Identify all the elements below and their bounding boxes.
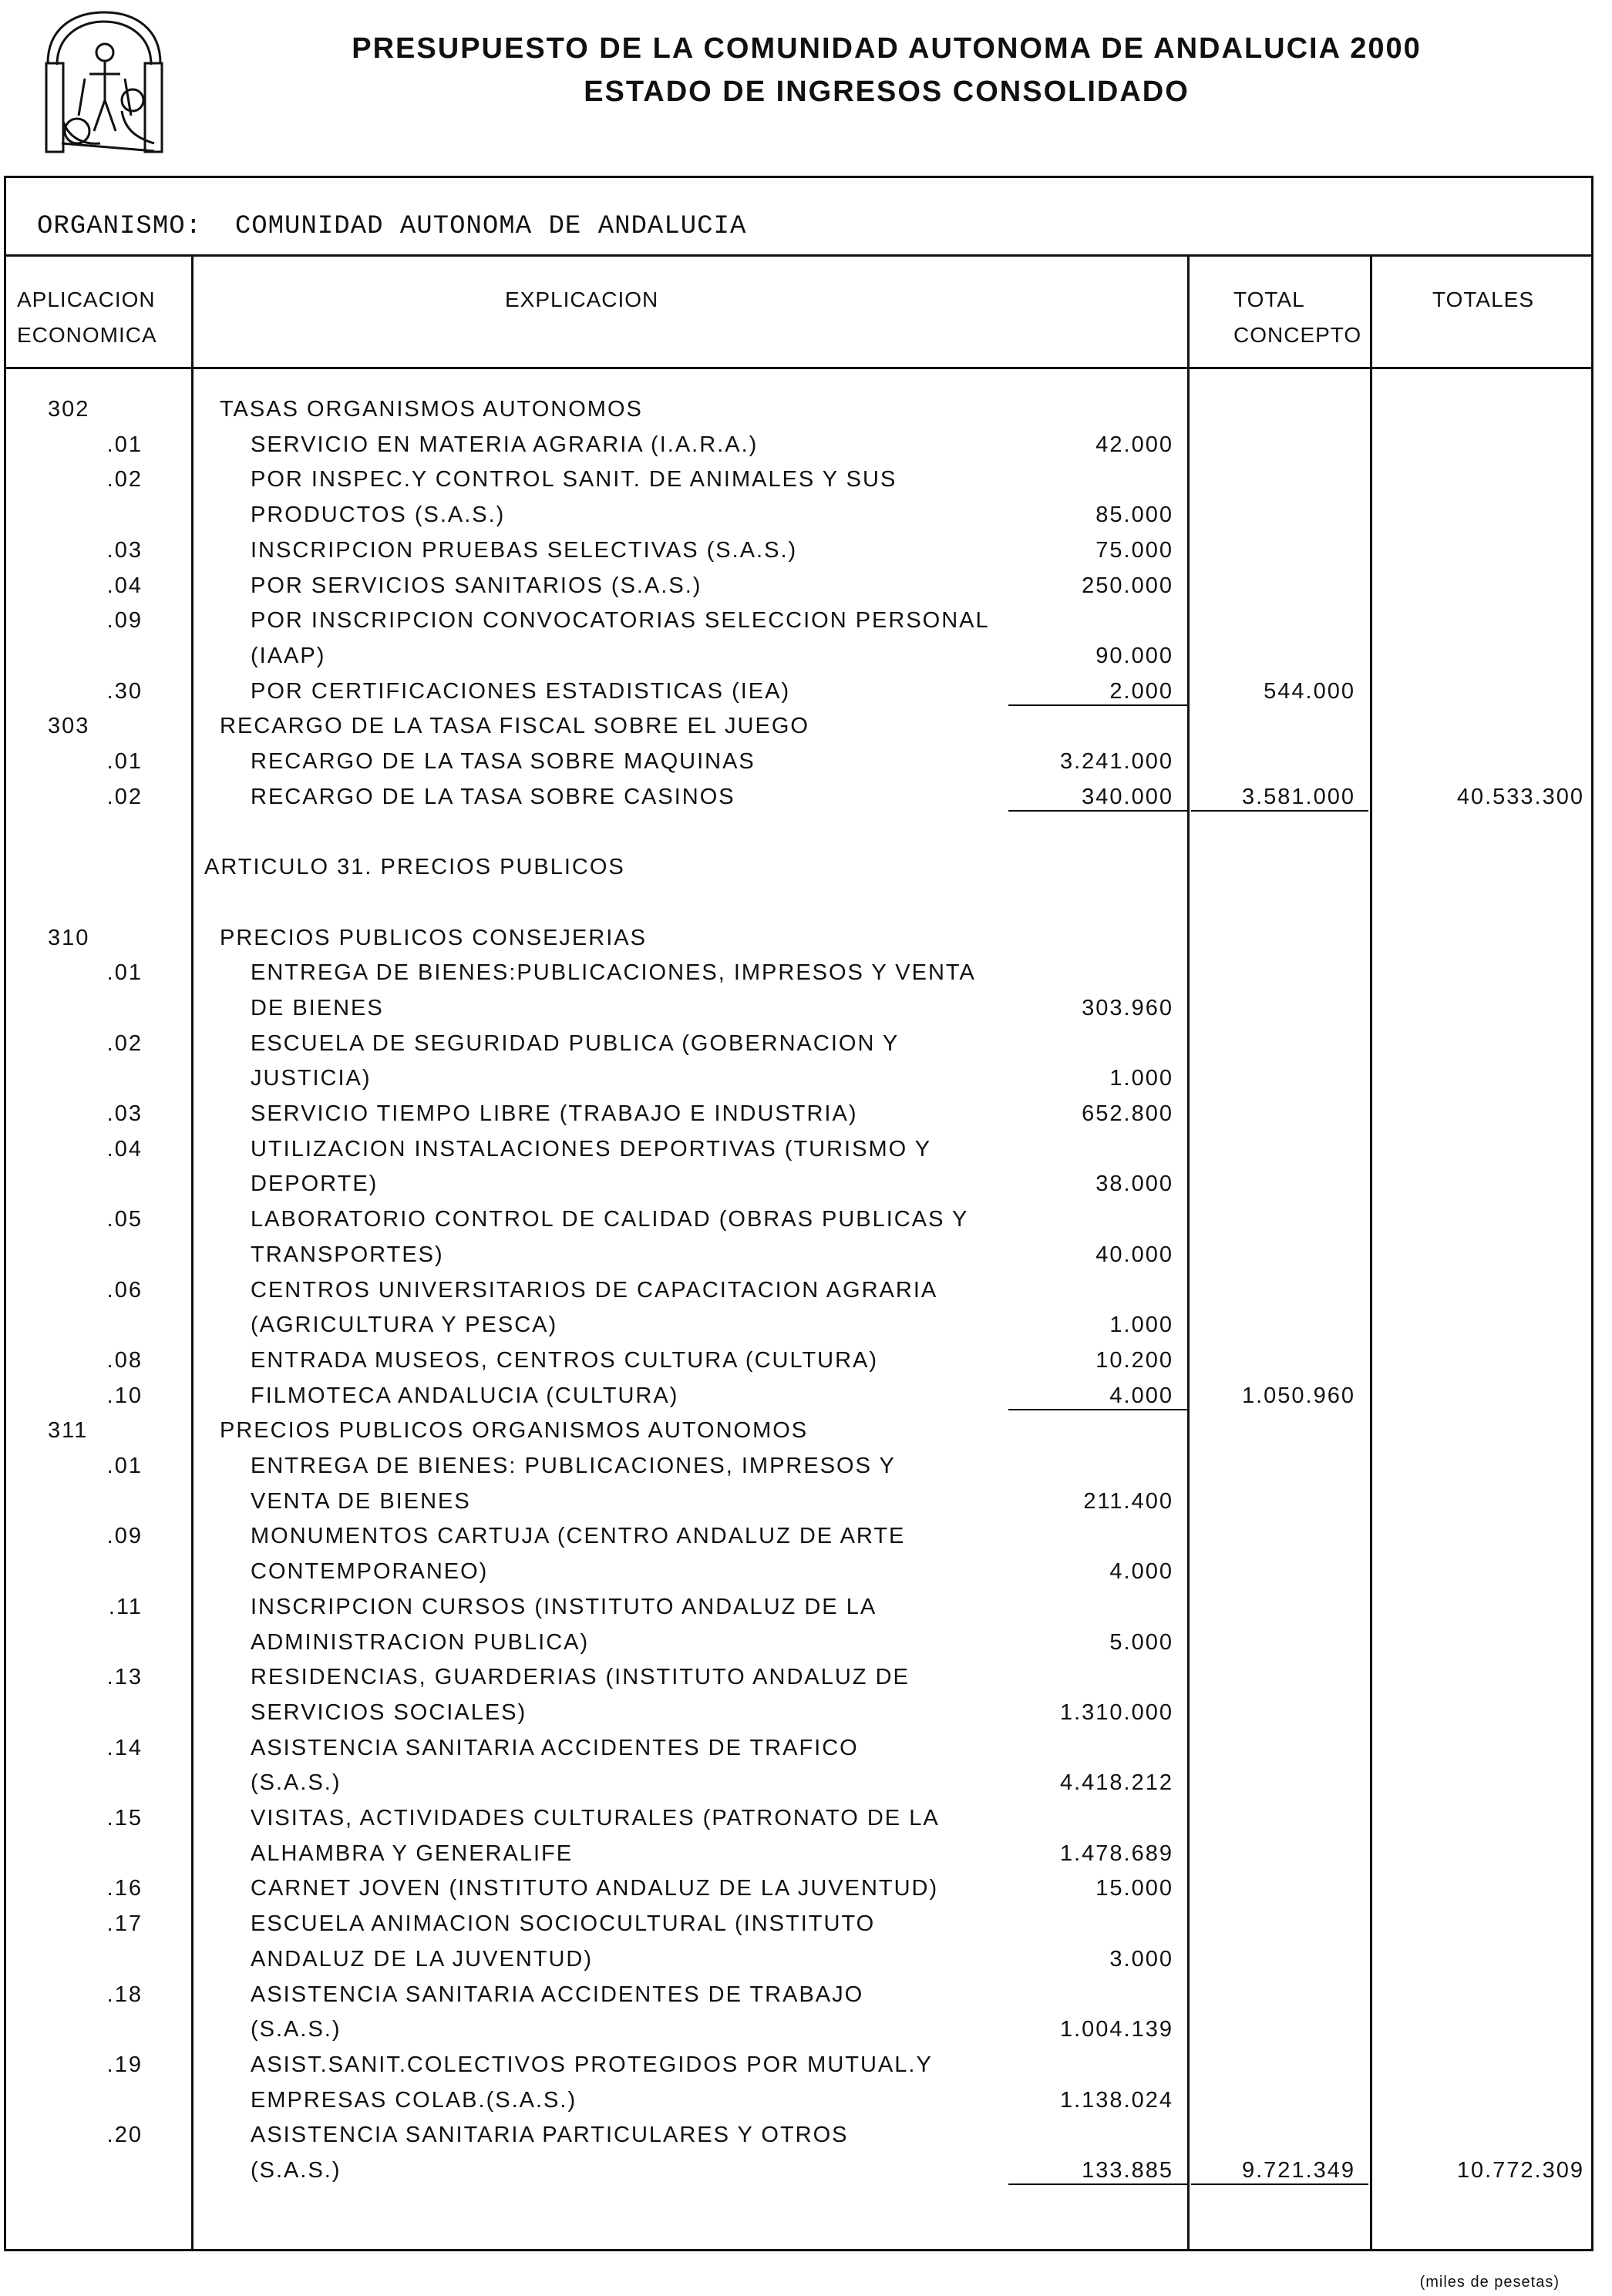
row-code: .03 <box>106 1101 143 1126</box>
row-explicacion: PRODUCTOS (S.A.S.) <box>251 503 506 528</box>
table-row <box>0 1518 1612 1554</box>
row-amount: 4.418.212 <box>1059 1770 1173 1796</box>
row-amount: 1.000 <box>1109 1313 1173 1338</box>
row-explicacion: SERVICIOS SOCIALES) <box>251 1699 527 1725</box>
row-code: .01 <box>106 1454 143 1478</box>
row-amount: 211.400 <box>1083 1488 1173 1514</box>
row-code: .09 <box>106 1524 143 1549</box>
table-row <box>0 1906 1612 1941</box>
table-row <box>0 1448 1612 1484</box>
row-code: .02 <box>106 467 143 492</box>
row-code: 302 <box>48 397 90 422</box>
row-code: .10 <box>106 1383 143 1408</box>
row-amount: 1.004.139 <box>1059 2017 1173 2042</box>
row-explicacion: TASAS ORGANISMOS AUTONOMOS <box>220 397 643 422</box>
table-row <box>0 1272 1612 1308</box>
row-explicacion: ENTREGA DE BIENES:PUBLICACIONES, IMPRESOS Y VENTA <box>251 960 976 986</box>
total-underline <box>1191 810 1368 812</box>
table-row <box>0 990 1612 1026</box>
row-code: .08 <box>106 1347 143 1373</box>
row-explicacion: JUSTICIA) <box>251 1066 372 1091</box>
row-explicacion: POR CERTIFICACIONES ESTADISTICAS (IEA) <box>251 678 791 704</box>
row-amount: 42.000 <box>1095 432 1173 457</box>
row-explicacion: CONTEMPORANEO) <box>251 1559 489 1585</box>
header-bottom-rule <box>4 367 1593 369</box>
row-code: 303 <box>48 714 90 739</box>
row-explicacion: SERVICIO EN MATERIA AGRARIA (I.A.R.A.) <box>251 432 759 457</box>
row-explicacion: FILMOTECA ANDALUCIA (CULTURA) <box>251 1383 679 1408</box>
row-explicacion: VISITAS, ACTIVIDADES CULTURALES (PATRONATO DE LA <box>251 1806 940 1830</box>
row-explicacion: RESIDENCIAS, GUARDERIAS (INSTITUTO ANDALUZ DE <box>251 1665 910 1690</box>
row-amount: 133.885 <box>1082 2158 1173 2183</box>
row-explicacion: POR INSPEC.Y CONTROL SANIT. DE ANIMALES Y SUS <box>251 467 897 492</box>
row-explicacion: ALHAMBRA Y GENERALIFE <box>251 1840 574 1866</box>
row-amount: 10.200 <box>1095 1347 1173 1373</box>
row-code: .13 <box>106 1665 143 1690</box>
table-row <box>0 814 1612 849</box>
row-code: .06 <box>106 1277 143 1303</box>
row-amount: 15.000 <box>1095 1876 1173 1901</box>
table-row <box>0 1730 1612 1766</box>
row-amount: 75.000 <box>1095 537 1173 563</box>
row-amount: 40.000 <box>1095 1242 1173 1267</box>
table-row <box>0 2047 1612 2083</box>
table-row <box>0 779 1612 815</box>
row-amount: 1.478.689 <box>1059 1840 1173 1866</box>
header-total-2: CONCEPTO <box>1233 323 1362 347</box>
row-explicacion: PRECIOS PUBLICOS ORGANISMOS AUTONOMOS <box>220 1418 809 1444</box>
amount-underline <box>1008 1409 1187 1410</box>
row-amount: 3.241.000 <box>1059 749 1173 774</box>
table-row <box>0 2083 1612 2118</box>
row-explicacion: ARTICULO 31. PRECIOS PUBLICOS <box>204 855 625 880</box>
table-row <box>0 1237 1612 1272</box>
row-totales: 40.533.300 <box>1456 784 1584 809</box>
row-code: .17 <box>106 1911 143 1937</box>
table-row <box>0 1378 1612 1414</box>
row-explicacion: SERVICIO TIEMPO LIBRE (TRABAJO E INDUSTRIA) <box>251 1101 858 1126</box>
row-explicacion: ASIST.SANIT.COLECTIVOS PROTEGIDOS POR MUTUAL.Y <box>251 2052 933 2077</box>
document-title: PRESUPUESTO DE LA COMUNIDAD AUTONOMA DE ANDALUCIA 2000 <box>352 32 1422 65</box>
table-row <box>0 2153 1612 2188</box>
row-amount: 1.000 <box>1109 1066 1173 1091</box>
row-explicacion: CENTROS UNIVERSITARIOS DE CAPACITACION AGRARIA <box>251 1277 938 1303</box>
table-row <box>0 497 1612 533</box>
table-row <box>0 1166 1612 1202</box>
header-totales: TOTALES <box>1432 287 1535 311</box>
row-explicacion: MONUMENTOS CARTUJA (CENTRO ANDALUZ DE ARTE <box>251 1524 906 1549</box>
row-code: .03 <box>106 537 143 563</box>
table-row <box>0 392 1612 427</box>
table-row <box>0 1131 1612 1167</box>
row-amount: 1.138.024 <box>1059 2087 1173 2113</box>
row-explicacion: INSCRIPCION CURSOS (INSTITUTO ANDALUZ DE LA <box>251 1594 877 1619</box>
row-amount: 38.000 <box>1095 1172 1173 1197</box>
table-row <box>0 1061 1612 1096</box>
table-row <box>0 1307 1612 1343</box>
table-row <box>0 885 1612 920</box>
row-amount: 5.000 <box>1109 1629 1173 1655</box>
table-row <box>0 1695 1612 1730</box>
table-row <box>0 1554 1612 1589</box>
row-code: .05 <box>106 1207 143 1232</box>
row-amount: 340.000 <box>1082 784 1173 809</box>
row-code: .01 <box>106 432 143 457</box>
row-explicacion: RECARGO DE LA TASA FISCAL SOBRE EL JUEGO <box>220 714 809 739</box>
row-explicacion: (S.A.S.) <box>251 1770 342 1796</box>
row-explicacion: (S.A.S.) <box>251 2158 342 2183</box>
table-row <box>0 744 1612 779</box>
row-totales: 10.772.309 <box>1456 2158 1584 2183</box>
table-row <box>0 708 1612 744</box>
row-amount: 652.800 <box>1082 1101 1173 1126</box>
row-code: .30 <box>106 678 143 704</box>
table-row <box>0 1413 1612 1448</box>
row-amount: 303.960 <box>1082 995 1173 1020</box>
amount-underline <box>1008 810 1187 812</box>
row-explicacion: CARNET JOVEN (INSTITUTO ANDALUZ DE LA JUVENTUD) <box>251 1876 939 1901</box>
row-code: 311 <box>48 1418 89 1444</box>
table-row <box>0 1977 1612 2012</box>
header-top-rule <box>4 254 1593 257</box>
table-row <box>0 1800 1612 1836</box>
row-amount: 2.000 <box>1109 678 1173 704</box>
document-subtitle: ESTADO DE INGRESOS CONSOLIDADO <box>584 76 1190 108</box>
row-code: .09 <box>106 608 143 634</box>
row-explicacion: (AGRICULTURA Y PESCA) <box>251 1313 558 1338</box>
row-explicacion: ASISTENCIA SANITARIA ACCIDENTES DE TRAFICO <box>251 1735 859 1760</box>
table-row <box>0 1026 1612 1061</box>
row-explicacion: ASISTENCIA SANITARIA PARTICULARES Y OTROS <box>251 2123 849 2148</box>
amount-underline <box>1008 2183 1187 2185</box>
row-total-concepto: 9.721.349 <box>1241 2158 1355 2183</box>
row-code: .04 <box>106 573 143 598</box>
row-explicacion: RECARGO DE LA TASA SOBRE CASINOS <box>251 784 735 809</box>
row-code: .04 <box>106 1136 143 1161</box>
row-amount: 4.000 <box>1109 1383 1173 1408</box>
row-explicacion: (S.A.S.) <box>251 2017 342 2042</box>
row-code: .19 <box>106 2052 143 2077</box>
row-code: .02 <box>106 1030 143 1056</box>
amount-underline <box>1008 704 1187 706</box>
table-row <box>0 1871 1612 1906</box>
table-row <box>0 674 1612 709</box>
table-row <box>0 920 1612 956</box>
table-row <box>0 2012 1612 2047</box>
header-aplicacion-1: APLICACION <box>17 287 156 311</box>
row-explicacion: UTILIZACION INSTALACIONES DEPORTIVAS (TURISMO Y <box>251 1136 932 1161</box>
row-amount: 250.000 <box>1082 573 1173 598</box>
row-total-concepto: 1.050.960 <box>1241 1383 1355 1408</box>
header-explicacion: EXPLICACION <box>505 287 659 311</box>
row-explicacion: ADMINISTRACION PUBLICA) <box>251 1629 590 1655</box>
table-row <box>0 1836 1612 1871</box>
row-explicacion: ESCUELA DE SEGURIDAD PUBLICA (GOBERNACION Y <box>251 1030 900 1056</box>
row-explicacion: TRANSPORTES) <box>251 1242 444 1267</box>
row-explicacion: DE BIENES <box>251 995 384 1020</box>
table-row <box>0 1765 1612 1800</box>
table-row <box>0 1484 1612 1519</box>
row-total-concepto: 544.000 <box>1264 678 1355 704</box>
row-explicacion: PRECIOS PUBLICOS CONSEJERIAS <box>220 925 647 950</box>
table-row <box>0 462 1612 497</box>
row-code: .11 <box>108 1594 143 1619</box>
table-row <box>0 1202 1612 1237</box>
row-code: .01 <box>106 749 143 774</box>
row-explicacion: POR INSCRIPCION CONVOCATORIAS SELECCION PERSONAL <box>251 608 990 634</box>
row-explicacion: POR SERVICIOS SANITARIOS (S.A.S.) <box>251 573 702 598</box>
row-code: .15 <box>106 1806 143 1830</box>
units-note: (miles de pesetas) <box>1419 2274 1560 2291</box>
table-row <box>0 1659 1612 1695</box>
row-code: .16 <box>106 1876 143 1901</box>
row-amount: 85.000 <box>1095 503 1173 528</box>
row-explicacion: LABORATORIO CONTROL DE CALIDAD (OBRAS PUBLICAS Y <box>251 1207 969 1232</box>
table-row <box>0 1941 1612 1977</box>
row-explicacion: RECARGO DE LA TASA SOBRE MAQUINAS <box>251 749 756 774</box>
row-explicacion: INSCRIPCION PRUEBAS SELECTIVAS (S.A.S.) <box>251 537 798 563</box>
total-underline <box>1191 2183 1368 2185</box>
table-row <box>0 427 1612 462</box>
table-row <box>0 568 1612 603</box>
table-row <box>0 1096 1612 1131</box>
organismo-label: ORGANISMO: COMUNIDAD AUTONOMA DE ANDALUCIA <box>37 212 747 241</box>
table-row <box>0 1589 1612 1625</box>
row-amount: 1.310.000 <box>1059 1699 1173 1725</box>
row-code: .01 <box>106 960 143 986</box>
andalucia-coat-of-arms-icon <box>39 8 170 158</box>
header-total-1: TOTAL <box>1233 287 1305 311</box>
row-code: .02 <box>106 784 143 809</box>
table-row <box>0 638 1612 674</box>
row-code: 310 <box>48 925 90 950</box>
row-explicacion: ENTRADA MUSEOS, CENTROS CULTURA (CULTURA) <box>251 1347 879 1373</box>
row-amount: 4.000 <box>1109 1559 1173 1585</box>
header-aplicacion-2: ECONOMICA <box>17 323 157 347</box>
row-code: .14 <box>106 1735 143 1760</box>
table-row <box>0 603 1612 638</box>
row-explicacion: ANDALUZ DE LA JUVENTUD) <box>251 1946 594 1972</box>
row-explicacion: EMPRESAS COLAB.(S.A.S.) <box>251 2087 577 2113</box>
row-explicacion: (IAAP) <box>251 643 326 668</box>
row-explicacion: DEPORTE) <box>251 1172 379 1197</box>
row-explicacion: ASISTENCIA SANITARIA ACCIDENTES DE TRABAJO <box>251 1982 864 2007</box>
row-amount: 3.000 <box>1109 1946 1173 1972</box>
table-row <box>0 1625 1612 1660</box>
row-code: .20 <box>106 2123 143 2148</box>
row-explicacion: VENTA DE BIENES <box>251 1488 471 1514</box>
row-explicacion: ENTREGA DE BIENES: PUBLICACIONES, IMPRESOS Y <box>251 1454 896 1478</box>
table-row <box>0 955 1612 990</box>
table-row <box>0 2117 1612 2153</box>
table-row <box>0 849 1612 885</box>
row-amount: 90.000 <box>1095 643 1173 668</box>
table-row <box>0 533 1612 568</box>
row-explicacion: ESCUELA ANIMACION SOCIOCULTURAL (INSTITUTO <box>251 1911 876 1937</box>
row-total-concepto: 3.581.000 <box>1241 784 1355 809</box>
table-row <box>0 1343 1612 1378</box>
row-code: .18 <box>106 1982 143 2007</box>
